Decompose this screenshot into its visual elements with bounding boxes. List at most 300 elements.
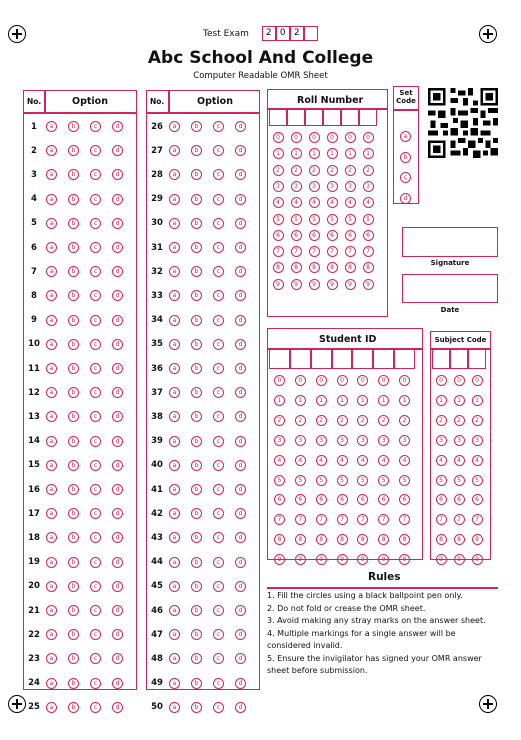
answer-bubble[interactable]: b — [68, 339, 79, 350]
answer-bubble[interactable]: b — [68, 629, 79, 640]
digit-bubble[interactable]: 9 — [357, 554, 368, 565]
answer-bubble[interactable]: b — [191, 557, 202, 568]
answer-bubble[interactable]: c — [90, 557, 101, 568]
digit-bubble[interactable]: 5 — [273, 214, 284, 225]
answer-bubble[interactable]: c — [90, 581, 101, 592]
digit-bubble[interactable]: 0 — [357, 375, 368, 386]
answer-bubble[interactable]: a — [46, 436, 57, 447]
answer-bubble[interactable]: c — [90, 605, 101, 616]
digit-bubble[interactable]: 2 — [363, 165, 374, 176]
answer-bubble[interactable]: d — [112, 557, 123, 568]
answer-bubble[interactable]: c — [213, 194, 224, 205]
digit-bubble[interactable]: 6 — [274, 494, 285, 505]
digit-entry-box[interactable] — [468, 349, 486, 369]
answer-bubble[interactable]: a — [46, 557, 57, 568]
digit-entry-box[interactable] — [290, 349, 311, 369]
digit-bubble[interactable]: 5 — [309, 214, 320, 225]
answer-bubble[interactable]: a — [46, 532, 57, 543]
answer-bubble[interactable]: c — [213, 508, 224, 519]
answer-bubble[interactable]: d — [112, 121, 123, 132]
answer-bubble[interactable]: b — [191, 460, 202, 471]
answer-bubble[interactable]: a — [46, 629, 57, 640]
digit-bubble[interactable]: 0 — [327, 132, 338, 143]
answer-bubble[interactable]: a — [169, 653, 180, 664]
set-code-bubble[interactable]: b — [400, 152, 411, 163]
digit-bubble[interactable]: 1 — [357, 395, 368, 406]
answer-bubble[interactable]: d — [235, 484, 246, 495]
answer-bubble[interactable]: d — [112, 169, 123, 180]
answer-bubble[interactable]: b — [191, 581, 202, 592]
digit-bubble[interactable]: 9 — [327, 279, 338, 290]
set-code-bubble[interactable]: d — [400, 193, 411, 204]
answer-bubble[interactable]: b — [191, 169, 202, 180]
answer-bubble[interactable]: c — [90, 411, 101, 422]
answer-bubble[interactable]: b — [191, 508, 202, 519]
answer-bubble[interactable]: d — [235, 363, 246, 374]
digit-bubble[interactable]: 7 — [274, 514, 285, 525]
answer-bubble[interactable]: b — [191, 363, 202, 374]
digit-bubble[interactable]: 9 — [337, 554, 348, 565]
answer-bubble[interactable]: b — [191, 629, 202, 640]
set-code-bubble[interactable]: c — [400, 172, 411, 183]
answer-bubble[interactable]: b — [191, 339, 202, 350]
exam-digit-box[interactable]: 2 — [290, 26, 304, 41]
digit-entry-box[interactable] — [341, 109, 359, 126]
digit-bubble[interactable]: 9 — [472, 554, 483, 565]
answer-bubble[interactable]: b — [191, 315, 202, 326]
answer-bubble[interactable]: c — [90, 194, 101, 205]
digit-bubble[interactable]: 2 — [357, 415, 368, 426]
digit-bubble[interactable]: 4 — [363, 197, 374, 208]
digit-bubble[interactable]: 0 — [316, 375, 327, 386]
digit-bubble[interactable]: 8 — [273, 262, 284, 273]
answer-bubble[interactable]: d — [235, 242, 246, 253]
answer-bubble[interactable]: c — [213, 411, 224, 422]
answer-bubble[interactable]: c — [90, 460, 101, 471]
digit-bubble[interactable]: 6 — [295, 494, 306, 505]
answer-bubble[interactable]: a — [169, 266, 180, 277]
answer-bubble[interactable]: d — [112, 194, 123, 205]
digit-bubble[interactable]: 4 — [291, 197, 302, 208]
digit-bubble[interactable]: 2 — [378, 415, 389, 426]
answer-bubble[interactable]: c — [90, 339, 101, 350]
answer-bubble[interactable]: c — [90, 678, 101, 689]
answer-bubble[interactable]: d — [112, 290, 123, 301]
answer-bubble[interactable]: c — [213, 557, 224, 568]
answer-bubble[interactable]: d — [112, 411, 123, 422]
digit-entry-box[interactable] — [269, 349, 290, 369]
digit-bubble[interactable]: 3 — [436, 435, 447, 446]
answer-bubble[interactable]: d — [112, 678, 123, 689]
answer-bubble[interactable]: d — [235, 266, 246, 277]
answer-bubble[interactable]: d — [235, 508, 246, 519]
answer-bubble[interactable]: c — [90, 532, 101, 543]
digit-bubble[interactable]: 2 — [295, 415, 306, 426]
digit-bubble[interactable]: 5 — [363, 214, 374, 225]
answer-bubble[interactable]: b — [68, 242, 79, 253]
answer-bubble[interactable]: d — [112, 145, 123, 156]
answer-bubble[interactable]: b — [68, 266, 79, 277]
digit-bubble[interactable]: 6 — [454, 494, 465, 505]
answer-bubble[interactable]: d — [235, 460, 246, 471]
answer-bubble[interactable]: a — [46, 290, 57, 301]
digit-bubble[interactable]: 6 — [309, 230, 320, 241]
answer-bubble[interactable]: d — [235, 169, 246, 180]
answer-bubble[interactable]: a — [169, 387, 180, 398]
answer-bubble[interactable]: a — [169, 145, 180, 156]
answer-bubble[interactable]: c — [213, 387, 224, 398]
digit-bubble[interactable]: 9 — [309, 279, 320, 290]
answer-bubble[interactable]: a — [169, 121, 180, 132]
answer-bubble[interactable]: b — [191, 653, 202, 664]
digit-bubble[interactable]: 5 — [345, 214, 356, 225]
digit-bubble[interactable]: 0 — [454, 375, 465, 386]
answer-bubble[interactable]: a — [169, 702, 180, 713]
answer-bubble[interactable]: a — [46, 678, 57, 689]
answer-bubble[interactable]: a — [46, 266, 57, 277]
signature-box[interactable] — [402, 227, 498, 257]
answer-bubble[interactable]: d — [112, 629, 123, 640]
answer-bubble[interactable]: d — [112, 484, 123, 495]
answer-bubble[interactable]: c — [90, 387, 101, 398]
digit-bubble[interactable]: 0 — [378, 375, 389, 386]
digit-bubble[interactable]: 7 — [295, 514, 306, 525]
answer-bubble[interactable]: d — [112, 242, 123, 253]
digit-bubble[interactable]: 9 — [399, 554, 410, 565]
digit-bubble[interactable]: 1 — [316, 395, 327, 406]
digit-bubble[interactable]: 5 — [274, 475, 285, 486]
digit-entry-box[interactable] — [287, 109, 305, 126]
answer-bubble[interactable]: c — [213, 460, 224, 471]
answer-bubble[interactable]: a — [46, 605, 57, 616]
answer-bubble[interactable]: b — [191, 121, 202, 132]
answer-bubble[interactable]: b — [68, 581, 79, 592]
digit-bubble[interactable]: 9 — [363, 279, 374, 290]
digit-bubble[interactable]: 0 — [295, 375, 306, 386]
digit-bubble[interactable]: 7 — [378, 514, 389, 525]
answer-bubble[interactable]: a — [46, 460, 57, 471]
digit-bubble[interactable]: 8 — [399, 534, 410, 545]
digit-bubble[interactable]: 1 — [273, 148, 284, 159]
answer-bubble[interactable]: d — [235, 121, 246, 132]
answer-bubble[interactable]: c — [90, 315, 101, 326]
digit-bubble[interactable]: 2 — [436, 415, 447, 426]
digit-bubble[interactable]: 3 — [309, 181, 320, 192]
answer-bubble[interactable]: d — [235, 315, 246, 326]
answer-bubble[interactable]: b — [68, 169, 79, 180]
answer-bubble[interactable]: b — [68, 218, 79, 229]
answer-bubble[interactable]: d — [112, 460, 123, 471]
digit-bubble[interactable]: 4 — [436, 455, 447, 466]
answer-bubble[interactable]: c — [213, 169, 224, 180]
answer-bubble[interactable]: c — [213, 290, 224, 301]
answer-bubble[interactable]: a — [169, 460, 180, 471]
digit-bubble[interactable]: 5 — [357, 475, 368, 486]
digit-bubble[interactable]: 3 — [357, 435, 368, 446]
answer-bubble[interactable]: d — [112, 266, 123, 277]
answer-bubble[interactable]: a — [169, 194, 180, 205]
answer-bubble[interactable]: d — [112, 315, 123, 326]
digit-bubble[interactable]: 9 — [291, 279, 302, 290]
digit-entry-box[interactable] — [323, 109, 341, 126]
digit-bubble[interactable]: 7 — [291, 246, 302, 257]
digit-bubble[interactable]: 3 — [316, 435, 327, 446]
digit-bubble[interactable]: 7 — [363, 246, 374, 257]
answer-bubble[interactable]: b — [68, 605, 79, 616]
answer-bubble[interactable]: d — [235, 532, 246, 543]
digit-bubble[interactable]: 8 — [345, 262, 356, 273]
answer-bubble[interactable]: c — [90, 218, 101, 229]
answer-bubble[interactable]: a — [46, 169, 57, 180]
digit-bubble[interactable]: 6 — [316, 494, 327, 505]
answer-bubble[interactable]: a — [169, 557, 180, 568]
answer-bubble[interactable]: c — [90, 702, 101, 713]
digit-bubble[interactable]: 8 — [316, 534, 327, 545]
answer-bubble[interactable]: d — [235, 557, 246, 568]
digit-bubble[interactable]: 4 — [274, 455, 285, 466]
digit-bubble[interactable]: 0 — [472, 375, 483, 386]
digit-bubble[interactable]: 6 — [357, 494, 368, 505]
digit-bubble[interactable]: 6 — [273, 230, 284, 241]
digit-bubble[interactable]: 2 — [291, 165, 302, 176]
answer-bubble[interactable]: d — [112, 218, 123, 229]
digit-bubble[interactable]: 4 — [454, 455, 465, 466]
answer-bubble[interactable]: c — [90, 169, 101, 180]
answer-bubble[interactable]: b — [191, 484, 202, 495]
answer-bubble[interactable]: b — [191, 702, 202, 713]
date-box[interactable] — [402, 274, 498, 303]
digit-bubble[interactable]: 6 — [378, 494, 389, 505]
digit-bubble[interactable]: 5 — [337, 475, 348, 486]
answer-bubble[interactable]: a — [46, 581, 57, 592]
answer-bubble[interactable]: c — [213, 532, 224, 543]
digit-bubble[interactable]: 5 — [399, 475, 410, 486]
answer-bubble[interactable]: a — [46, 145, 57, 156]
digit-bubble[interactable]: 9 — [345, 279, 356, 290]
digit-bubble[interactable]: 4 — [399, 455, 410, 466]
answer-bubble[interactable]: c — [90, 653, 101, 664]
digit-bubble[interactable]: 9 — [316, 554, 327, 565]
digit-bubble[interactable]: 6 — [472, 494, 483, 505]
answer-bubble[interactable]: c — [213, 484, 224, 495]
answer-bubble[interactable]: b — [68, 411, 79, 422]
answer-bubble[interactable]: b — [68, 653, 79, 664]
answer-bubble[interactable]: d — [112, 363, 123, 374]
answer-bubble[interactable]: b — [68, 508, 79, 519]
digit-bubble[interactable]: 5 — [316, 475, 327, 486]
answer-bubble[interactable]: c — [213, 315, 224, 326]
digit-bubble[interactable]: 3 — [273, 181, 284, 192]
digit-bubble[interactable]: 8 — [295, 534, 306, 545]
digit-bubble[interactable]: 2 — [337, 415, 348, 426]
exam-digit-box[interactable] — [304, 26, 318, 41]
digit-bubble[interactable]: 1 — [337, 395, 348, 406]
digit-bubble[interactable]: 1 — [327, 148, 338, 159]
answer-bubble[interactable]: d — [235, 436, 246, 447]
digit-bubble[interactable]: 5 — [295, 475, 306, 486]
answer-bubble[interactable]: d — [112, 339, 123, 350]
answer-bubble[interactable]: a — [46, 315, 57, 326]
digit-bubble[interactable]: 6 — [436, 494, 447, 505]
answer-bubble[interactable]: c — [213, 702, 224, 713]
answer-bubble[interactable]: d — [235, 290, 246, 301]
digit-bubble[interactable]: 7 — [436, 514, 447, 525]
digit-bubble[interactable]: 1 — [345, 148, 356, 159]
answer-bubble[interactable]: a — [46, 218, 57, 229]
answer-bubble[interactable]: b — [68, 460, 79, 471]
digit-bubble[interactable]: 7 — [316, 514, 327, 525]
digit-bubble[interactable]: 5 — [378, 475, 389, 486]
answer-bubble[interactable]: c — [213, 363, 224, 374]
digit-bubble[interactable]: 4 — [337, 455, 348, 466]
answer-bubble[interactable]: b — [68, 484, 79, 495]
digit-entry-box[interactable] — [394, 349, 415, 369]
digit-bubble[interactable]: 8 — [378, 534, 389, 545]
digit-bubble[interactable]: 7 — [472, 514, 483, 525]
answer-bubble[interactable]: d — [235, 218, 246, 229]
digit-bubble[interactable]: 8 — [274, 534, 285, 545]
answer-bubble[interactable]: c — [213, 653, 224, 664]
answer-bubble[interactable]: c — [90, 363, 101, 374]
digit-bubble[interactable]: 3 — [363, 181, 374, 192]
answer-bubble[interactable]: c — [90, 629, 101, 640]
digit-bubble[interactable]: 7 — [273, 246, 284, 257]
digit-bubble[interactable]: 7 — [454, 514, 465, 525]
answer-bubble[interactable]: c — [213, 339, 224, 350]
answer-bubble[interactable]: b — [191, 532, 202, 543]
answer-bubble[interactable]: c — [213, 218, 224, 229]
answer-bubble[interactable]: a — [169, 218, 180, 229]
answer-bubble[interactable]: b — [68, 436, 79, 447]
digit-bubble[interactable]: 3 — [472, 435, 483, 446]
answer-bubble[interactable]: c — [90, 242, 101, 253]
digit-bubble[interactable]: 3 — [291, 181, 302, 192]
digit-bubble[interactable]: 3 — [399, 435, 410, 446]
digit-bubble[interactable]: 5 — [454, 475, 465, 486]
answer-bubble[interactable]: d — [235, 581, 246, 592]
digit-bubble[interactable]: 5 — [472, 475, 483, 486]
answer-bubble[interactable]: b — [68, 532, 79, 543]
digit-bubble[interactable]: 2 — [399, 415, 410, 426]
digit-bubble[interactable]: 8 — [472, 534, 483, 545]
answer-bubble[interactable]: c — [213, 605, 224, 616]
digit-entry-box[interactable] — [432, 349, 450, 369]
digit-bubble[interactable]: 0 — [274, 375, 285, 386]
digit-bubble[interactable]: 4 — [378, 455, 389, 466]
digit-bubble[interactable]: 2 — [472, 415, 483, 426]
digit-bubble[interactable]: 4 — [472, 455, 483, 466]
answer-bubble[interactable]: d — [112, 532, 123, 543]
answer-bubble[interactable]: c — [90, 266, 101, 277]
digit-bubble[interactable]: 2 — [345, 165, 356, 176]
digit-bubble[interactable]: 8 — [337, 534, 348, 545]
answer-bubble[interactable]: d — [235, 387, 246, 398]
answer-bubble[interactable]: a — [46, 484, 57, 495]
answer-bubble[interactable]: b — [191, 290, 202, 301]
answer-bubble[interactable]: d — [235, 629, 246, 640]
digit-bubble[interactable]: 6 — [337, 494, 348, 505]
digit-bubble[interactable]: 1 — [291, 148, 302, 159]
digit-bubble[interactable]: 3 — [295, 435, 306, 446]
answer-bubble[interactable]: d — [112, 702, 123, 713]
answer-bubble[interactable]: b — [68, 363, 79, 374]
answer-bubble[interactable]: b — [191, 145, 202, 156]
digit-bubble[interactable]: 1 — [436, 395, 447, 406]
answer-bubble[interactable]: b — [68, 315, 79, 326]
digit-bubble[interactable]: 5 — [327, 214, 338, 225]
digit-bubble[interactable]: 4 — [295, 455, 306, 466]
answer-bubble[interactable]: b — [191, 605, 202, 616]
digit-bubble[interactable]: 7 — [337, 514, 348, 525]
digit-bubble[interactable]: 0 — [309, 132, 320, 143]
digit-bubble[interactable]: 8 — [454, 534, 465, 545]
answer-bubble[interactable]: a — [169, 315, 180, 326]
answer-bubble[interactable]: c — [213, 266, 224, 277]
digit-bubble[interactable]: 6 — [327, 230, 338, 241]
answer-bubble[interactable]: c — [90, 290, 101, 301]
digit-bubble[interactable]: 0 — [363, 132, 374, 143]
answer-bubble[interactable]: b — [68, 702, 79, 713]
digit-bubble[interactable]: 1 — [399, 395, 410, 406]
digit-bubble[interactable]: 1 — [295, 395, 306, 406]
answer-bubble[interactable]: d — [235, 605, 246, 616]
exam-digit-box[interactable]: 0 — [276, 26, 290, 41]
digit-bubble[interactable]: 7 — [327, 246, 338, 257]
answer-bubble[interactable]: d — [235, 145, 246, 156]
answer-bubble[interactable]: d — [235, 411, 246, 422]
answer-bubble[interactable]: c — [90, 436, 101, 447]
answer-bubble[interactable]: c — [213, 581, 224, 592]
digit-bubble[interactable]: 6 — [345, 230, 356, 241]
answer-bubble[interactable]: a — [46, 363, 57, 374]
digit-bubble[interactable]: 9 — [274, 554, 285, 565]
answer-bubble[interactable]: b — [191, 387, 202, 398]
answer-bubble[interactable]: a — [169, 339, 180, 350]
digit-bubble[interactable]: 0 — [345, 132, 356, 143]
answer-bubble[interactable]: c — [213, 678, 224, 689]
digit-bubble[interactable]: 0 — [291, 132, 302, 143]
answer-bubble[interactable]: c — [90, 121, 101, 132]
digit-bubble[interactable]: 3 — [454, 435, 465, 446]
digit-bubble[interactable]: 2 — [274, 415, 285, 426]
exam-digit-box[interactable]: 2 — [262, 26, 276, 41]
digit-bubble[interactable]: 2 — [273, 165, 284, 176]
answer-bubble[interactable]: d — [112, 581, 123, 592]
digit-bubble[interactable]: 9 — [273, 279, 284, 290]
answer-bubble[interactable]: a — [46, 702, 57, 713]
digit-entry-box[interactable] — [352, 349, 373, 369]
answer-bubble[interactable]: c — [213, 121, 224, 132]
digit-bubble[interactable]: 9 — [295, 554, 306, 565]
digit-bubble[interactable]: 5 — [436, 475, 447, 486]
answer-bubble[interactable]: b — [68, 194, 79, 205]
answer-bubble[interactable]: a — [169, 242, 180, 253]
digit-bubble[interactable]: 8 — [309, 262, 320, 273]
digit-bubble[interactable]: 3 — [274, 435, 285, 446]
answer-bubble[interactable]: a — [46, 194, 57, 205]
answer-bubble[interactable]: a — [169, 532, 180, 543]
answer-bubble[interactable]: a — [46, 339, 57, 350]
digit-bubble[interactable]: 5 — [291, 214, 302, 225]
digit-entry-box[interactable] — [311, 349, 332, 369]
digit-entry-box[interactable] — [269, 109, 287, 126]
digit-bubble[interactable]: 4 — [316, 455, 327, 466]
answer-bubble[interactable]: b — [191, 218, 202, 229]
digit-bubble[interactable]: 1 — [274, 395, 285, 406]
answer-bubble[interactable]: c — [90, 484, 101, 495]
answer-bubble[interactable]: a — [169, 581, 180, 592]
digit-bubble[interactable]: 4 — [309, 197, 320, 208]
